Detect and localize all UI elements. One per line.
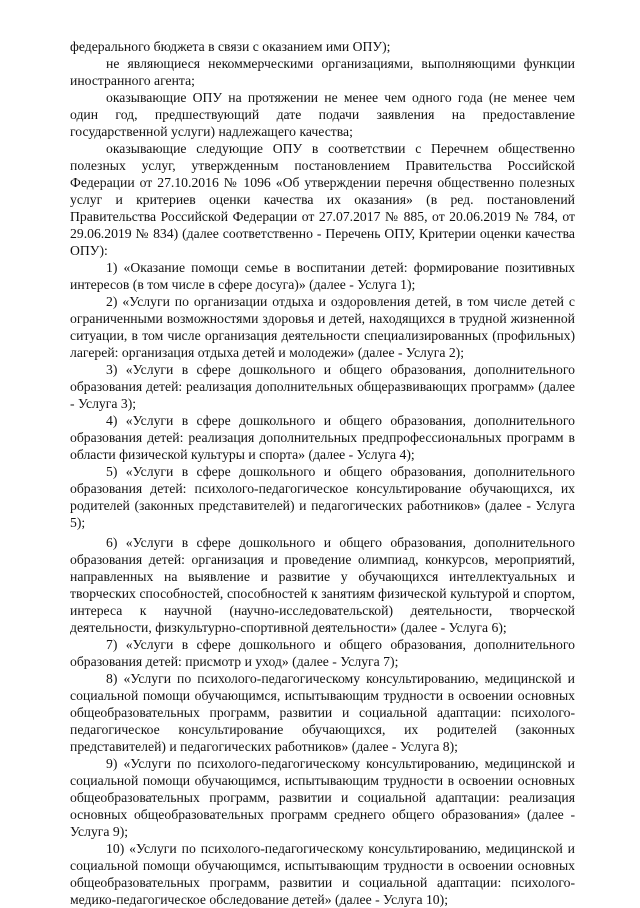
list-item-service-7: 7) «Услуги в сфере дошкольного и общего образования, дополнительного образования детей: присмотр и уход» (далее - Услуга 7); <box>70 637 575 669</box>
paragraph-continuation: федерального бюджета в связи с оказанием ими ОПУ); <box>70 39 391 54</box>
list-item-service-8: 8) «Услуги по психолого-педагогическому консультированию, медицинской и социальной помощи обучающимся, испытывающим трудности в освоении основных общеобразовательных программ, развитии и социальной адаптации: психолого-педагогическое консультирование обучающихся, их родителей (законных представителей) и педагогических работников» (далее - Услуга 8); <box>70 671 575 754</box>
list-item-service-3: 3) «Услуги в сфере дошкольного и общего образования, дополнительного образования детей: реализация дополнительных общеразвивающих программ» (далее - Услуга 3); <box>70 362 575 411</box>
paragraph-criterion-one-year: оказывающие ОПУ на протяжении не менее чем одного года (не менее чем один год, предшествующий дате подачи заявления на предоставление государственной услуги) надлежащего качества; <box>70 90 575 139</box>
list-item-service-2: 2) «Услуги по организации отдыха и оздоровления детей, в том числе детей с ограниченными возможностями здоровья и детей, находящихся в трудной жизненной ситуации, в том числе организация деятельности специализированных (профильных) лагерей: организация отдыха детей и молодежи» (далее - Услуга 2); <box>70 294 575 360</box>
paragraph-criterion-foreign-agent: не являющиеся некоммерческими организациями, выполняющими функции иностранного агента; <box>70 56 575 88</box>
list-item-service-4: 4) «Услуги в сфере дошкольного и общего образования, дополнительного образования детей: реализация дополнительных предпрофессиональных программ в области физической культуры и спорта» (далее - Услуга 4); <box>70 413 575 462</box>
list-item-service-10: 10) «Услуги по психолого-педагогическому консультированию, медицинской и социальной помощи обучающимся, испытывающим трудности в освоении основных общеобразовательных программ, развитии и социальной адаптации: психолого-медико-педагогическое обследование детей» (далее - Услуга 10); <box>70 841 575 907</box>
list-item-service-6: 6) «Услуги в сфере дошкольного и общего образования, дополнительного образования детей: организация и проведение олимпиад, конкурсов, мероприятий, направленных на выявление и развитие у обучающихся интеллектуальных и творческих способностей, способностей к занятиям физической культурой и спортом, интереса к научной (научно-исследовательской) деятельности, творческой деятельности, физкультурно-спортивной деятельности» (далее - Услуга 6); <box>70 535 575 635</box>
list-item-service-9: 9) «Услуги по психолого-педагогическому консультированию, медицинской и социальной помощи обучающимся, испытывающим трудности в освоении основных общеобразовательных программ, развитии и социальной адаптации: реализация основных общеобразовательных программ среднего общего образования» (далее - Услуга 9); <box>70 756 575 839</box>
paragraph-criterion-services-list: оказывающие следующие ОПУ в соответствии с Перечнем общественно полезных услуг, утвержденным постановлением Правительства Российской Федерации от 27.10.2016 № 1096 «Об утверждении перечня общественно полезных услуг и критериев оценки качества их оказания» (в ред. постановлений Правительства Российской Федерации от 27.07.2017 № 885, от 20.06.2019 № 784, от 29.06.2019 № 834) (далее соответственно - Перечень ОПУ, Критерии оценки качества ОПУ): <box>70 141 575 258</box>
list-item-service-1: 1) «Оказание помощи семье в воспитании детей: формирование позитивных интересов (в том числе в сфере досуга)» (далее - Услуга 1); <box>70 260 575 292</box>
list-item-service-5: 5) «Услуги в сфере дошкольного и общего образования, дополнительного образования детей: психолого-педагогическое консультирование обучающихся, их родителей (законных представителей) и педагогических работников» (далее - Услуга 5); <box>70 464 575 530</box>
